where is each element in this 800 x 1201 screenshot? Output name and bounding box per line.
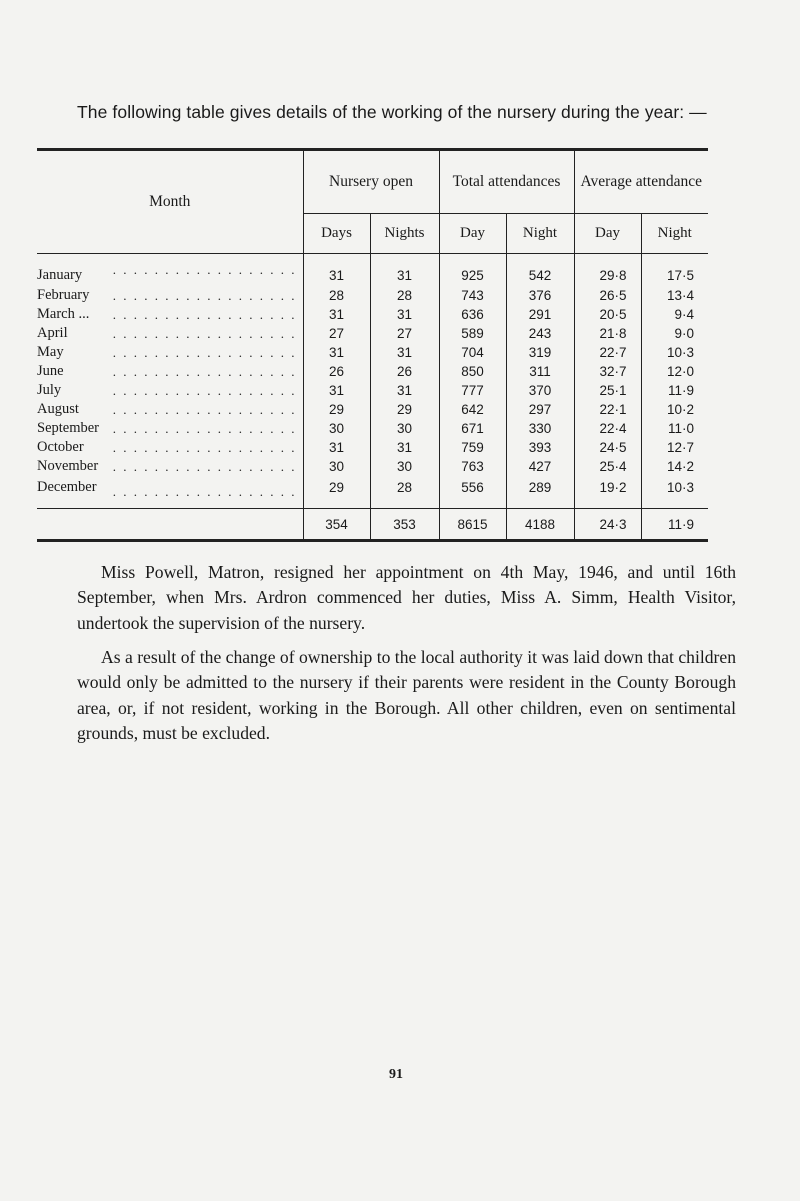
header-night: Night	[506, 214, 574, 254]
table-row	[37, 457, 708, 476]
total-nights: 353	[370, 509, 439, 541]
day-cell: 636	[439, 305, 506, 324]
leader-dots: . . . . . . . . . . . . . . . . . .	[112, 401, 297, 417]
nights-cell: 31	[370, 381, 439, 400]
total-avg-night: 11·9	[641, 509, 708, 541]
table-row	[37, 362, 708, 381]
night-cell: 311	[506, 362, 574, 381]
nights-cell: 31	[370, 305, 439, 324]
avg-night-cell: 17·5	[641, 254, 708, 287]
total-days: 354	[303, 509, 370, 541]
day-cell: 925	[439, 254, 506, 287]
nights-cell: 28	[370, 286, 439, 305]
days-cell: 28	[303, 286, 370, 305]
days-cell: 30	[303, 419, 370, 438]
month-name: May	[37, 344, 64, 360]
nights-cell: 31	[370, 343, 439, 362]
table-body	[37, 254, 708, 509]
avg-day-cell: 25·4	[574, 457, 641, 476]
leader-dots: . . . . . . . . . . . . . . . . . .	[112, 458, 297, 474]
nights-cell: 26	[370, 362, 439, 381]
avg-day-cell: 25·1	[574, 381, 641, 400]
night-cell: 542	[506, 254, 574, 287]
night-cell: 370	[506, 381, 574, 400]
avg-night-cell: 10·3	[641, 343, 708, 362]
total-avg-day: 24·3	[574, 509, 641, 541]
days-cell: 29	[303, 400, 370, 419]
table-row	[37, 305, 708, 324]
avg-night-cell: 9·0	[641, 324, 708, 343]
day-cell: 704	[439, 343, 506, 362]
header-nights: Nights	[370, 214, 439, 254]
month-cell	[37, 254, 303, 287]
leader-dots: . . . . . . . . . . . . . . . . . .	[112, 382, 297, 398]
month-cell	[37, 419, 303, 438]
night-cell: 291	[506, 305, 574, 324]
avg-night-cell: 12·0	[641, 362, 708, 381]
days-cell: 27	[303, 324, 370, 343]
night-cell: 243	[506, 324, 574, 343]
table-row	[37, 286, 708, 305]
night-cell: 330	[506, 419, 574, 438]
month-name: February	[37, 287, 90, 303]
nights-cell: 30	[370, 457, 439, 476]
leader-dots: . . . . . . . . . . . . . . . . . .	[112, 344, 297, 360]
avg-day-cell: 20·5	[574, 305, 641, 324]
total-night: 4188	[506, 509, 574, 541]
avg-day-cell: 29·8	[574, 254, 641, 287]
month-cell	[37, 381, 303, 400]
month-cell	[37, 324, 303, 343]
table-row	[37, 254, 708, 287]
paragraph-matron: Miss Powell, Matron, resigned her appointment on 4th May, 1946, and until 16th September, when Mrs. Ardron commenced her duties, Miss A. Simm, Health Visitor, undertook the supervision of the nursery.	[77, 561, 736, 633]
night-cell: 289	[506, 476, 574, 509]
month-cell	[37, 438, 303, 457]
month-cell	[37, 362, 303, 381]
month-name: October	[37, 439, 84, 455]
leader-dots: . . . . . . . . . . . . . . . . . .	[112, 262, 297, 277]
header-days: Days	[303, 214, 370, 254]
day-cell: 743	[439, 286, 506, 305]
month-cell	[37, 400, 303, 419]
avg-night-cell: 12·7	[641, 438, 708, 457]
table-row	[37, 476, 708, 509]
nights-cell: 27	[370, 324, 439, 343]
page-number: 91	[389, 1067, 403, 1082]
nursery-attendance-table	[37, 148, 708, 542]
day-cell: 850	[439, 362, 506, 381]
month-cell	[37, 457, 303, 476]
header-avg-day: Day	[574, 214, 641, 254]
leader-dots: . . . . . . . . . . . . . . . . . .	[112, 439, 297, 455]
day-cell: 589	[439, 324, 506, 343]
nights-cell: 29	[370, 400, 439, 419]
header-total-attendances: Total attendances	[439, 151, 574, 214]
avg-day-cell: 19·2	[574, 476, 641, 509]
header-day: Day	[439, 214, 506, 254]
day-cell: 556	[439, 476, 506, 509]
day-cell: 671	[439, 419, 506, 438]
month-cell	[37, 476, 303, 509]
month-name: August	[37, 401, 79, 417]
total-day: 8615	[439, 509, 506, 541]
month-name: December	[37, 478, 97, 495]
leader-dots: . . . . . . . . . . . . . . . . . .	[112, 306, 297, 322]
avg-night-cell: 11·9	[641, 381, 708, 400]
table-row	[37, 400, 708, 419]
leader-dots: . . . . . . . . . . . . . . . . . .	[112, 325, 297, 341]
intro-text: The following table gives details of the working of the nursery during the year: —	[77, 102, 707, 122]
days-cell: 29	[303, 476, 370, 509]
days-cell: 31	[303, 343, 370, 362]
table-row	[37, 381, 708, 400]
table-row	[37, 343, 708, 362]
avg-night-cell: 14·2	[641, 457, 708, 476]
header-average-attendance: Average attendance	[574, 151, 708, 214]
day-cell: 763	[439, 457, 506, 476]
month-cell	[37, 286, 303, 305]
header-avg-night: Night	[641, 214, 708, 254]
month-cell	[37, 305, 303, 324]
days-cell: 31	[303, 438, 370, 457]
avg-night-cell: 11·0	[641, 419, 708, 438]
avg-night-cell: 10·3	[641, 476, 708, 509]
avg-day-cell: 22·1	[574, 400, 641, 419]
night-cell: 297	[506, 400, 574, 419]
month-name: November	[37, 458, 99, 474]
month-name: July	[37, 382, 62, 398]
leader-dots: . . . . . . . . . . . . . . . . . .	[112, 363, 297, 379]
header-nursery-open: Nursery open	[303, 151, 439, 214]
month-name: September	[37, 420, 100, 436]
days-cell: 31	[303, 254, 370, 287]
month-name: April	[37, 325, 68, 341]
day-cell: 759	[439, 438, 506, 457]
avg-day-cell: 21·8	[574, 324, 641, 343]
avg-night-cell: 10·2	[641, 400, 708, 419]
avg-day-cell: 32·7	[574, 362, 641, 381]
days-cell: 31	[303, 381, 370, 400]
day-cell: 642	[439, 400, 506, 419]
nights-cell: 30	[370, 419, 439, 438]
leader-dots: . . . . . . . . . . . . . . . . . .	[112, 420, 297, 436]
table-row	[37, 324, 708, 343]
day-cell: 777	[439, 381, 506, 400]
paragraph-admission-policy: As a result of the change of ownership to the local authority it was laid down that children would only be admitted to the nursery if their parents were resident in the County Borough area, or, if not resident, working in the Borough. All other children, even on sentimental grounds, must be excluded.	[77, 646, 736, 744]
month-name: March ...	[37, 306, 90, 322]
totals-row	[37, 509, 708, 541]
avg-day-cell: 24·5	[574, 438, 641, 457]
avg-day-cell: 22·4	[574, 419, 641, 438]
night-cell: 427	[506, 457, 574, 476]
month-name: January	[37, 266, 83, 283]
leader-dots: . . . . . . . . . . . . . . . . . .	[112, 287, 297, 303]
avg-day-cell: 26·5	[574, 286, 641, 305]
night-cell: 393	[506, 438, 574, 457]
avg-night-cell: 13·4	[641, 286, 708, 305]
nights-cell: 28	[370, 476, 439, 509]
nights-cell: 31	[370, 254, 439, 287]
avg-day-cell: 22·7	[574, 343, 641, 362]
month-cell	[37, 343, 303, 362]
leader-dots: . . . . . . . . . . . . . . . . . .	[112, 484, 297, 499]
header-month: Month	[37, 151, 303, 254]
table-row	[37, 438, 708, 457]
table-row	[37, 419, 708, 438]
avg-night-cell: 9·4	[641, 305, 708, 324]
month-name: June	[37, 363, 64, 379]
days-cell: 31	[303, 305, 370, 324]
night-cell: 376	[506, 286, 574, 305]
days-cell: 30	[303, 457, 370, 476]
days-cell: 26	[303, 362, 370, 381]
night-cell: 319	[506, 343, 574, 362]
nights-cell: 31	[370, 438, 439, 457]
